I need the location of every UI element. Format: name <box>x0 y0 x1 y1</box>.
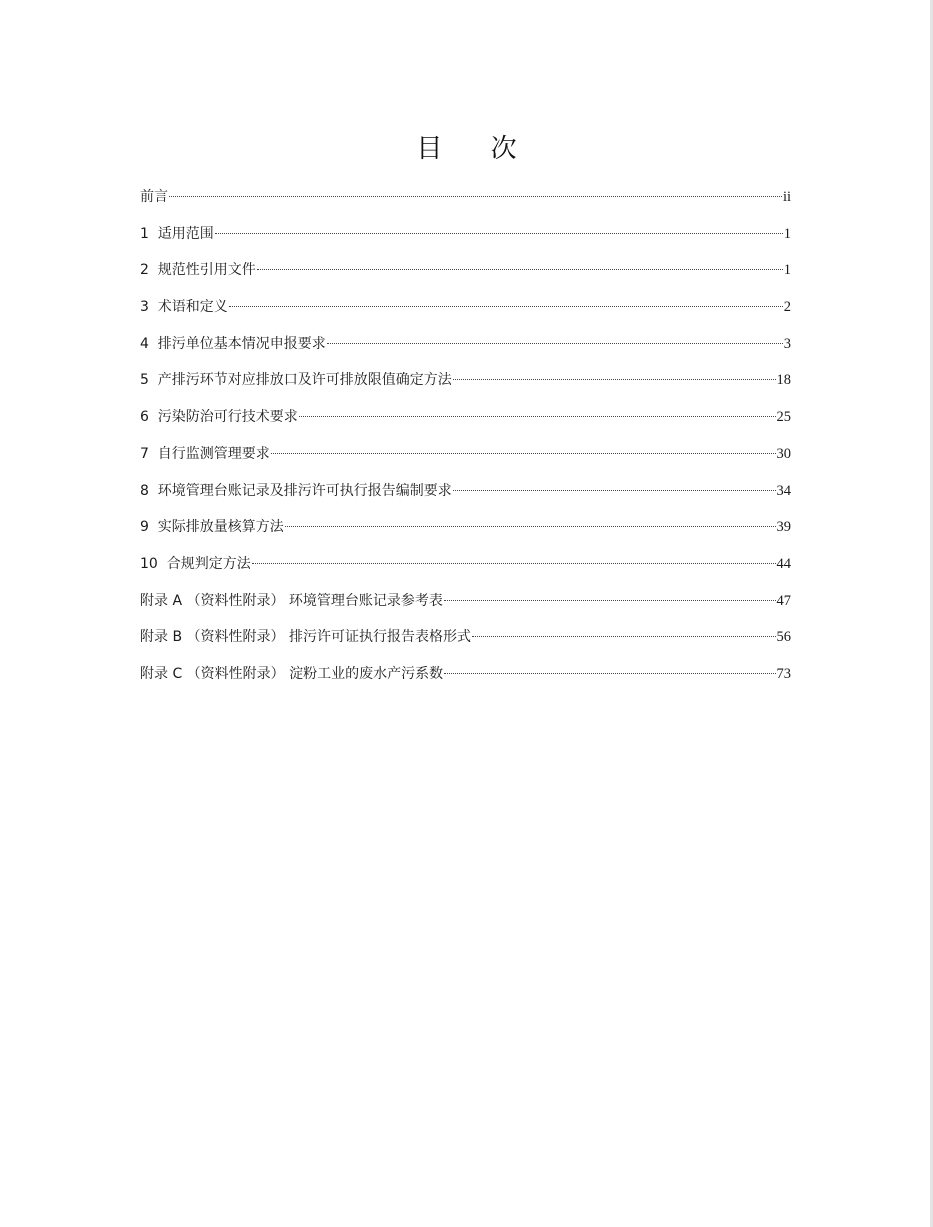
toc-leader-dots <box>453 490 776 491</box>
toc-entry[interactable] <box>140 663 791 700</box>
toc-entry-label: 5 产排污环节对应排放口及许可排放限值确定方法 <box>140 372 452 389</box>
toc-leader-dots <box>252 563 776 564</box>
toc-entry-label: 附录 C （资料性附录） 淀粉工业的废水产污系数 <box>140 665 444 682</box>
toc-entry-page: 1 <box>783 262 791 279</box>
toc-entry-page: 18 <box>776 372 791 389</box>
toc-entry-label: 3 术语和定义 <box>140 299 228 316</box>
toc-leader-dots <box>453 379 776 380</box>
toc-entry-page: 25 <box>776 409 791 426</box>
toc-entry-page: 3 <box>783 335 791 352</box>
toc-entry-page: 56 <box>776 629 791 646</box>
toc-entry-label: 6 污染防治可行技术要求 <box>140 409 298 426</box>
toc-entry-label: 8 环境管理台账记录及排污许可执行报告编制要求 <box>140 482 452 499</box>
toc-entry-label: 10 合规判定方法 <box>140 555 251 572</box>
toc-entry-page: 1 <box>783 225 791 242</box>
toc-entry-page: 47 <box>776 592 791 609</box>
toc-entry-label: 附录 B （资料性附录） 排污许可证执行报告表格形式 <box>140 629 471 646</box>
toc-entry-page: 73 <box>776 665 791 682</box>
toc-leader-dots <box>169 196 782 197</box>
toc-entry-page: ii <box>782 189 791 205</box>
toc-entry-page: 39 <box>776 519 791 536</box>
toc-entry-page: 30 <box>776 445 791 462</box>
toc-entry-page: 44 <box>776 555 791 572</box>
toc-entry-label: 4 排污单位基本情况申报要求 <box>140 335 326 352</box>
toc-leader-dots <box>229 306 783 307</box>
toc-entry[interactable] <box>140 333 791 370</box>
toc-entry-label: 9 实际排放量核算方法 <box>140 519 284 536</box>
toc-entry-label: 7 自行监测管理要求 <box>140 445 270 462</box>
toc-entry-label: 前言 <box>140 189 168 205</box>
toc-leader-dots <box>472 636 776 637</box>
toc-entry-page: 34 <box>776 482 791 499</box>
toc-entry[interactable] <box>140 223 791 260</box>
toc-entry[interactable] <box>140 480 791 517</box>
toc-entry-page: 2 <box>783 299 791 316</box>
toc-leader-dots <box>271 453 776 454</box>
toc-entry[interactable] <box>140 590 791 627</box>
toc-entry[interactable] <box>140 516 791 553</box>
toc-entry-label: 2 规范性引用文件 <box>140 262 256 279</box>
table-of-contents <box>140 186 791 700</box>
toc-leader-dots <box>299 416 776 417</box>
toc-entry[interactable] <box>140 626 791 663</box>
toc-entry[interactable] <box>140 553 791 590</box>
toc-entry[interactable] <box>140 186 791 223</box>
page-title: 目 次 <box>416 134 537 164</box>
toc-entry-label: 附录 A （资料性附录） 环境管理台账记录参考表 <box>140 592 443 609</box>
toc-entry-label: 1 适用范围 <box>140 225 214 242</box>
toc-leader-dots <box>444 600 776 601</box>
toc-leader-dots <box>215 233 783 234</box>
toc-entry[interactable] <box>140 406 791 443</box>
toc-entry[interactable] <box>140 443 791 480</box>
toc-entry[interactable] <box>140 296 791 333</box>
toc-leader-dots <box>285 526 776 527</box>
toc-leader-dots <box>327 343 783 344</box>
toc-leader-dots <box>444 673 775 674</box>
toc-entry[interactable] <box>140 369 791 406</box>
toc-leader-dots <box>257 269 783 270</box>
toc-entry[interactable] <box>140 259 791 296</box>
